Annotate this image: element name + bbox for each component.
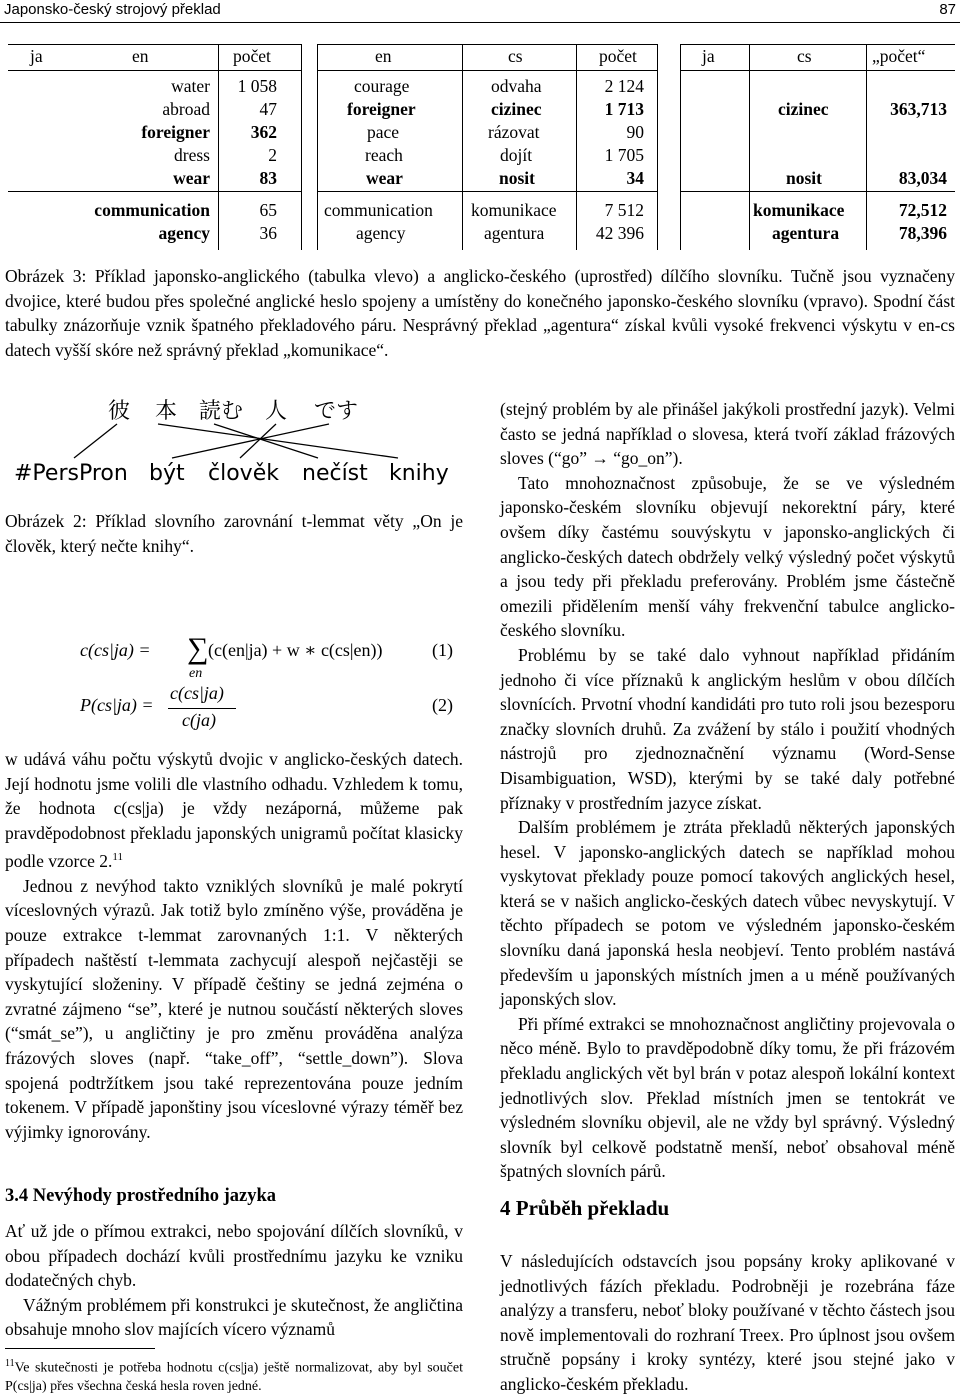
paragraph: (stejný problém by ale přinášel jakýkoli prostřední jazyk). Velmi často se jedná například o slovesa, která tvoří základ frázových sloves (“go” → “go_on”). xyxy=(500,399,955,469)
table-cell: wear xyxy=(366,168,403,188)
th-pocet: počet xyxy=(233,46,271,66)
footnote-number: 11 xyxy=(5,1358,15,1369)
footnote-rule xyxy=(5,1348,155,1349)
th-en: en xyxy=(375,46,392,66)
ja-token: 読む xyxy=(199,399,244,424)
th-pocet: počet xyxy=(599,46,637,66)
paragraph: Vážným problémem při konstrukci je skutečnost, že angličtina obsahuje mnoho slov majících vícero významů xyxy=(5,1294,463,1340)
paragraph: Jednou z nevýhod takto vzniklých slovníků je malé pokrytí víceslovných výrazů. Jak totiž bylo zmíněno výše, prováděna je pouze extrakce t-lemmat zarovnaných 1:1. V některých případech naštěstí t-lemmata zachycují alespoň nejčastěji se vyskytující složeniny. V případě češtiny se jedná zejména o zvratné zájmeno “se”, které je nutnou součástí některých sloves (“smát_se”), u angličtiny je pro změnu prováděna analýza frázových sloves (např. “take_off”, “settle_down”). Slova spojená podtržítkem jsou také reprezentována pouze jedním tokenem. V případě japonštiny jsou víceslovné výrazy téměř bez výjimky ignorovány. xyxy=(5,875,463,1142)
fraction-bar xyxy=(168,708,236,709)
alignment-link xyxy=(74,424,117,458)
right-column-section xyxy=(500,1249,955,1397)
th-en: en xyxy=(132,46,149,66)
table-cell: komunikace xyxy=(471,200,557,220)
table-cell: 42 396 xyxy=(595,223,644,243)
th-cs: cs xyxy=(797,46,812,66)
eq1-sum: ∑ xyxy=(187,632,209,665)
table-cell: agentura xyxy=(484,223,545,243)
equation-1 xyxy=(80,640,151,661)
table-cell: dojít xyxy=(500,145,533,165)
table-cell: 2 xyxy=(268,145,277,165)
table-cell: 363,713 xyxy=(890,99,947,119)
right-column xyxy=(500,397,955,1184)
ja-token: 人 xyxy=(265,399,288,424)
table-cell: agentura xyxy=(772,223,840,243)
th-cs: cs xyxy=(508,46,523,66)
running-head xyxy=(0,0,960,23)
footnote-ref: 11 xyxy=(112,851,123,864)
table-cell: agency xyxy=(158,223,210,243)
eq2-denominator: c(ja) xyxy=(182,710,216,730)
figure-3-caption: Obrázek 3: Příklad japonsko-anglického (tabulka vlevo) a anglicko-českého (uprostřed) dílčího slovníku. Tučně jsou vyznačeny dvojice, které budou přes společné anglické heslo spojeny a umístěny do konečného japonsko-českého slovníku (vpravo). Spodní část tabulky znázorňuje vznik špatného překladového páru. Nesprávný překlad „agentura“ získal kvůli vysoké frekvenci výskytu v en-cs datech vyšší skóre než správný překlad „komunikace“. xyxy=(5,266,955,360)
paragraph: Dalším problémem je ztráta překladů některých japonských hesel. V japonsko-anglických datech se například mohou vyskytovat překlady pouze pomocí takových anglických hesel, která se v našich anglicko-českých datech vůbec nevyskytují. V těchto případech se potom ve výsledném japonsko-českém slovníku daná japonská hesla neobjeví. Tento problém nastává především u japonských místních jmen a u méně používaných japonských slov. xyxy=(500,817,955,1010)
cs-token: nečíst xyxy=(302,461,368,486)
eq1-number: (1) xyxy=(432,640,453,660)
section-4-heading: 4 Průběh překladu xyxy=(500,1196,670,1220)
cs-token: být xyxy=(149,461,185,486)
table-cell: foreigner xyxy=(141,122,210,142)
paragraph: Při přímé extrakci se mnohoznačnost angličtiny projevovala o něco méně. Bylo to pravděpodobně díky tomu, že při frázovém překladu anglických vět byl brán v potaz alespoň lokální kontext jednotlivých slov. Překlad místních jmen se tentokrát ve výsledném slovníku objevil, ale ne vždy byl správný. Výsledný slovník byl celkově podstatně menší, neboť obsahoval méně špatných slovních párů. xyxy=(500,1013,955,1182)
table-cell: 7 512 xyxy=(604,200,644,220)
table-cell: water xyxy=(171,76,210,96)
eq1-lhs: c(cs|ja) = xyxy=(80,640,151,660)
table-cell: abroad xyxy=(162,99,210,119)
table-cell: 78,396 xyxy=(898,223,947,243)
table-cell: 36 xyxy=(259,223,277,243)
alignment-link xyxy=(240,424,276,458)
table-cell: dress xyxy=(174,145,210,165)
table-cell: 1 713 xyxy=(604,99,644,119)
table-cell: odvaha xyxy=(491,76,542,96)
table-cell: reach xyxy=(365,145,403,165)
eq2-numerator: c(cs|ja) xyxy=(170,683,224,703)
table-cell: 90 xyxy=(626,122,644,142)
table-cell: communication xyxy=(94,200,210,220)
table-cell: 72,512 xyxy=(898,200,947,220)
left-column xyxy=(5,747,463,1144)
cs-token: #PersPron xyxy=(14,461,128,486)
running-head-title: Japonsko-český strojový překlad xyxy=(4,1,221,18)
table-cell: 1 058 xyxy=(237,76,277,96)
table-cell: 47 xyxy=(259,99,277,119)
paragraph: Problému by se také dalo vyhnout například přidáním jednoho či více příznaků k anglickým heslům v obou dílčích slovnících. Prvotní vhodní kandidáti pro tuto roli jsou bezesporu značky slovních druhů. Za zvážení by stálo i použití vhodných nástrojů pro zjednoznačnění významu (Word-Sense Disambiguation, WSD), kterými by se také daly potřebné příznaky v prostředním jazyce získat. xyxy=(500,644,955,813)
paragraph: Ať už jde o přímou extrakci, nebo spojování dílčích slovníků, v obou případech dochází kvůli prostřednímu jazyku ke vzniku dodatečných chyb. xyxy=(5,1221,463,1291)
table-cell: 34 xyxy=(626,168,644,188)
cs-token: knihy xyxy=(389,461,449,486)
table-cell: cizinec xyxy=(491,99,542,119)
ja-token: 彼 xyxy=(108,399,131,424)
section-3-4-heading: 3.4 Nevýhody prostředního jazyka xyxy=(5,1186,277,1206)
table-cell: komunikace xyxy=(753,200,845,220)
table-cell: nosit xyxy=(499,168,535,188)
footnote: $^{11}$Ve skutečnosti je potřeba hodnotu c(cs|ja) ještě normalizovat, aby byl součet P(cs|ja) přes všechna česká hesla roven jedné. xyxy=(5,1358,463,1394)
table-cell: 2 124 xyxy=(604,76,644,96)
table-cell: 362 xyxy=(250,122,277,142)
table-cell: pace xyxy=(367,122,400,142)
eq1-rhs: (c(en|ja) + w ∗ c(cs|en)) xyxy=(208,640,383,660)
paragraph: w udává váhu počtu výskytů dvojic v anglicko-českých datech. Její hodnotu jsme volili dle vlastního odhadu. Vzhledem k tomu, že hodnota c(cs|ja) je vždy nezáporná, můžeme pak pravděpodobnost překladu japonských unigramů počítat klasicky podle vzorce 2.11 xyxy=(5,749,463,872)
eq2-lhs: P(cs|ja) = xyxy=(80,695,154,715)
table-cell: communication xyxy=(324,200,433,220)
table-cell: 65 xyxy=(259,200,277,220)
cs-token: člověk xyxy=(208,461,279,486)
eq1-sum-sub: en xyxy=(189,666,203,681)
table-cell: foreigner xyxy=(347,99,416,119)
paragraph: V následujících odstavcích jsou popsány kroky aplikované v jednotlivých fázích překladu. Podrobněji je rozebrána fáze analýzy a transferu, neboť bloky používané v těchto částech jsou nově implementovali do rozhraní Treex. Pro úplnost jsou ovšem stručně popsány i kroky syntézy, které jsou stejné jako v anglicko-českém překladu. xyxy=(500,1251,955,1394)
figure-2-caption: Obrázek 2: Příklad slovního zarovnání t-lemmat věty „On je člověk, který nečte knihy“. xyxy=(5,511,463,556)
page-number: 87 xyxy=(939,1,956,18)
ja-token: です xyxy=(314,399,359,424)
table-cell: rázovat xyxy=(488,122,540,142)
paragraph: Tato mnohoznačnost způsobuje, že se ve výsledném japonsko-českém slovníku objevují nekorektní páry, které ovšem díky častému souvýskytu v japonsko-anglických či anglicko-českých datech obdržely velký výsledný počet výskytů a jsou tedy při překladu preferovány. Problém jsme částečně omezili přidělením menší váhy frekvenční tabulce anglicko-českého slovníku. xyxy=(500,472,955,641)
th-ja: ja xyxy=(702,46,715,66)
th-pocet-quoted: „počet“ xyxy=(872,46,926,66)
table-cell: 83,034 xyxy=(898,168,947,188)
dictionary-table xyxy=(0,44,960,254)
alignment-figure xyxy=(0,390,470,500)
left-column-section xyxy=(5,1219,463,1342)
table-cell: courage xyxy=(354,76,410,96)
table-cell: 83 xyxy=(259,168,277,188)
th-ja: ja xyxy=(30,46,43,66)
table-cell: wear xyxy=(173,168,210,188)
table-cell: agency xyxy=(356,223,406,243)
eq2-number: (2) xyxy=(432,695,453,715)
table-cell: 1 705 xyxy=(604,145,644,165)
table-cell: nosit xyxy=(786,168,822,188)
ja-token: 本 xyxy=(155,399,178,424)
table-cell: cizinec xyxy=(778,99,829,119)
